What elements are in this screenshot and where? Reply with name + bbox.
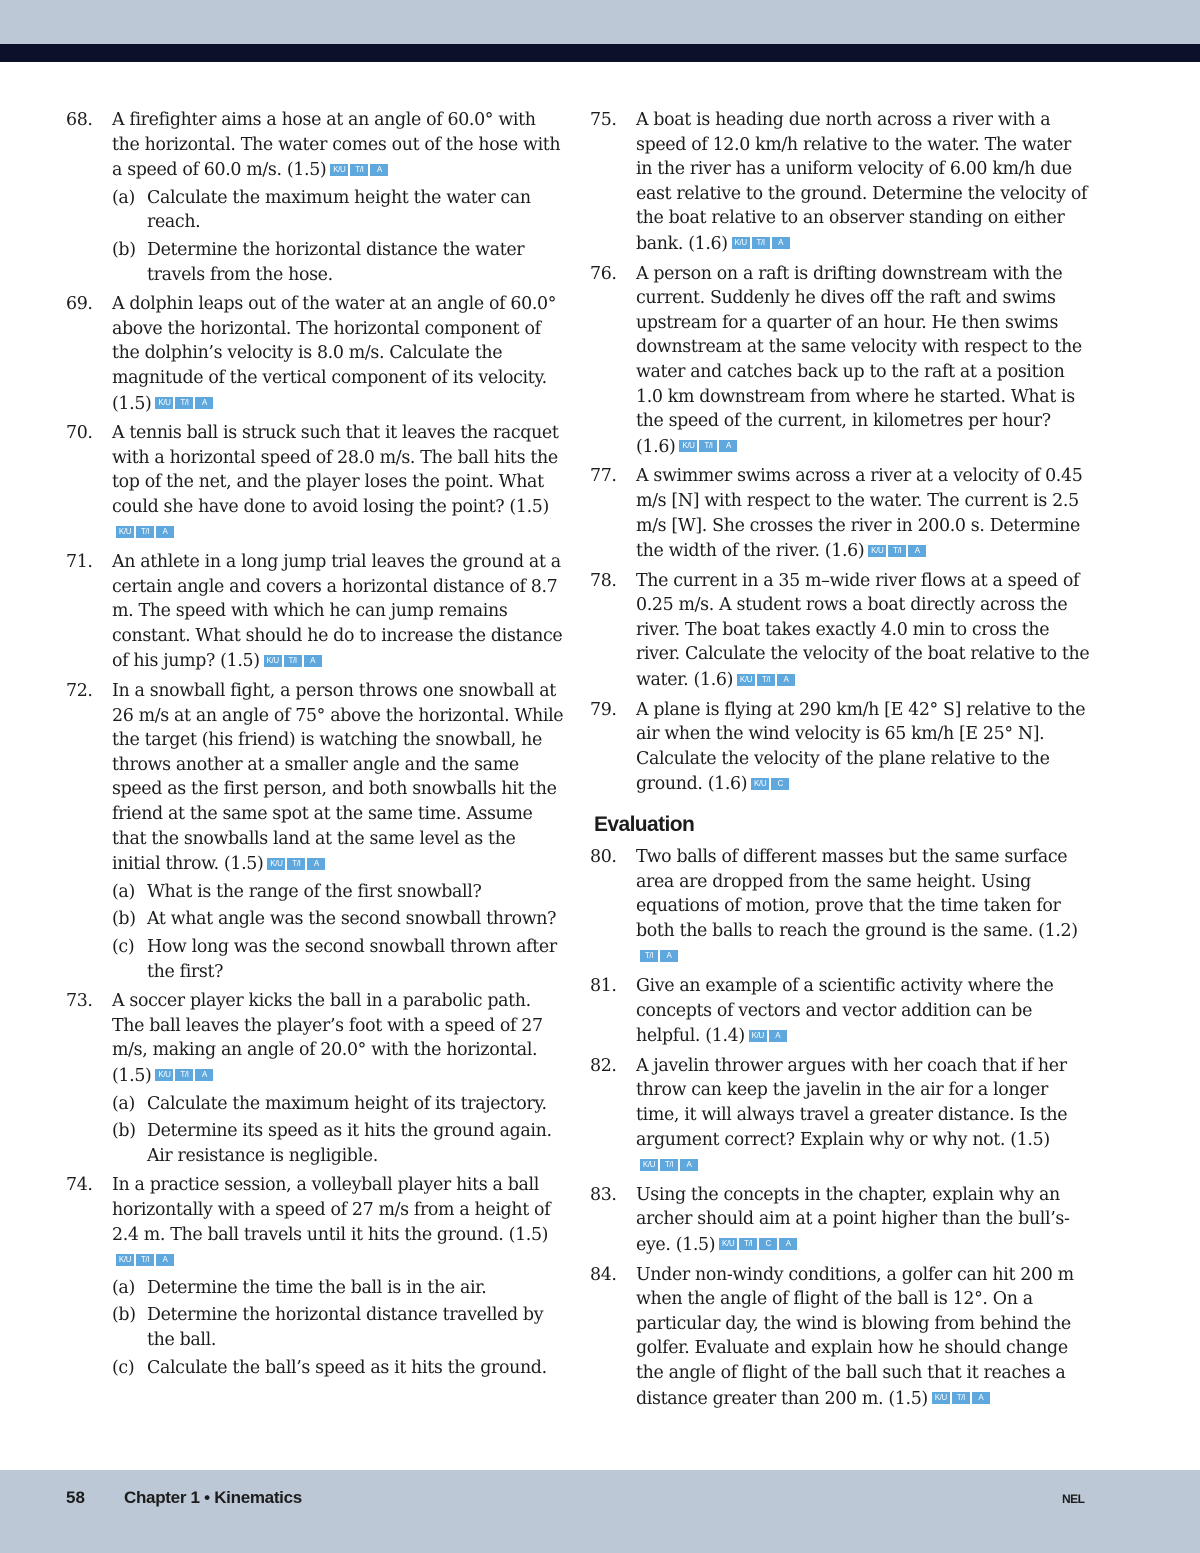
question-item: [66, 550, 566, 674]
question-text: A soccer player kicks the ball in a parabolic path. The ball leaves the player’s foot with a speed of 27 m/s, making an angle of 20.0° with the horizontal. (1.5): [112, 991, 543, 1086]
question-number: 78.: [590, 570, 617, 591]
achievement-tags: [932, 1386, 992, 1411]
achievement-tags: [267, 851, 327, 876]
achievement-tag: T/I: [752, 237, 770, 249]
question-part: [112, 1303, 566, 1352]
achievement-tag: T/I: [175, 1069, 193, 1081]
part-text: Calculate the ball’s speed as it hits the ground.: [147, 1357, 547, 1378]
achievement-tag: A: [156, 526, 174, 538]
question-text: A boat is heading due north across a river with a speed of 12.0 km/h relative to the water. The water in the river has a uniform velocity of 6.00 km/h due east relative to the ground. Determine the velocity of the boat relative to an observer standing on either bank. (1.6): [636, 110, 1088, 254]
left-column: [66, 108, 566, 1385]
question-part: [112, 238, 566, 287]
question-number: 70.: [66, 423, 93, 444]
achievement-tag: K/U: [640, 1159, 658, 1171]
part-label: (a): [112, 1093, 135, 1114]
question-part: [112, 1356, 566, 1381]
achievement-tags: [330, 157, 390, 182]
achievement-tag: T/I: [136, 526, 154, 538]
achievement-tag: K/U: [116, 1254, 134, 1266]
question-number: 69.: [66, 294, 93, 315]
achievement-tag: T/I: [757, 674, 775, 686]
achievement-tag: A: [772, 237, 790, 249]
question-number: 82.: [590, 1055, 617, 1076]
part-label: (b): [112, 1121, 136, 1142]
achievement-tag: A: [304, 655, 322, 667]
part-label: (a): [112, 1277, 135, 1298]
achievement-tag: T/I: [888, 545, 906, 557]
achievement-tags: [640, 1152, 700, 1177]
achievement-tags: [749, 1023, 789, 1048]
achievement-tag: K/U: [732, 237, 750, 249]
chapter-title: Chapter 1 • Kinematics: [124, 1488, 302, 1507]
achievement-tag: K/U: [751, 778, 769, 790]
achievement-tag: T/I: [136, 1254, 154, 1266]
achievement-tag: K/U: [679, 440, 697, 452]
achievement-tags: [751, 771, 791, 796]
achievement-tags: [116, 520, 176, 545]
question-part: [112, 1276, 566, 1301]
publisher-mark: NEL: [1062, 1492, 1085, 1506]
question-item: [66, 1173, 566, 1380]
achievement-tag: A: [307, 858, 325, 870]
achievement-tag: A: [769, 1030, 787, 1042]
achievement-tag: A: [680, 1159, 698, 1171]
question-number: 81.: [590, 976, 617, 996]
question-number: 72.: [66, 681, 93, 702]
achievement-tag: K/U: [267, 858, 285, 870]
question-part: [112, 1119, 566, 1168]
part-label: (b): [112, 1305, 136, 1326]
achievement-tag: A: [195, 397, 213, 409]
question-part: [112, 907, 566, 932]
question-text: In a snowball fight, a person throws one snowball at 26 m/s at an angle of 75° above the horizontal. While the target (his friend) is watching the snowball, he throws another at a smaller angle and the same speed as the first person, and both snowballs hit the friend at the same spot at the same time. Assume that the snowballs land at the same level as the initial throw. (1.5): [112, 681, 564, 875]
question-item: [590, 974, 1092, 1049]
achievement-tag: A: [370, 164, 388, 176]
achievement-tag: T/I: [640, 950, 658, 962]
question-text: In a practice session, a volleyball player hits a ball horizontally with a speed of 27 m/s from a height of 2.4 m. The ball travels until it hits the ground. (1.5): [112, 1175, 551, 1245]
question-item: [66, 108, 566, 287]
achievement-tag: K/U: [155, 1069, 173, 1081]
page-footer: [0, 1486, 1200, 1512]
achievement-tag: K/U: [116, 526, 134, 538]
achievement-tags: [264, 648, 324, 673]
part-text: At what angle was the second snowball thrown?: [147, 909, 557, 930]
question-item: [66, 292, 566, 416]
question-text: Give an example of a scientific activity where the concepts of vectors and vector addition can be helpful. (1.4): [636, 976, 1054, 1047]
achievement-tag: T/I: [175, 397, 193, 409]
achievement-tag: T/I: [284, 655, 302, 667]
achievement-tag: K/U: [719, 1238, 737, 1250]
part-label: (c): [112, 1357, 135, 1378]
achievement-tag: C: [771, 778, 789, 790]
part-label: (a): [112, 187, 135, 208]
question-item: [66, 989, 566, 1168]
part-text: Calculate the maximum height the water can reach.: [147, 187, 531, 233]
question-number: 80.: [590, 847, 617, 868]
achievement-tags: [732, 231, 792, 256]
question-number: 68.: [66, 110, 93, 130]
part-text: Calculate the maximum height of its trajectory.: [147, 1093, 547, 1114]
question-text: The current in a 35 m–wide river flows at a speed of 0.25 m/s. A student rows a boat directly across the river. The boat takes exactly 4.0 min to cross the river. Calculate the velocity of the boat relative to the water. (1.6): [636, 570, 1090, 691]
question-text: A dolphin leaps out of the water at an angle of 60.0° above the horizontal. The horizontal component of the dolphin’s velocity is 8.0 m/s. Calculate the magnitude of the vertical component of its velocity. (1.5): [112, 294, 557, 414]
achievement-tag: T/I: [287, 858, 305, 870]
achievement-tags: [679, 434, 739, 459]
question-item: [590, 1054, 1092, 1178]
achievement-tag: A: [972, 1392, 990, 1404]
question-number: 76.: [590, 263, 617, 284]
question-text: A javelin thrower argues with her coach that if her throw can keep the javelin in the air for a longer time, it will always travel a greater distance. Is the argument correct? Explain why or why not. (1.5): [636, 1055, 1068, 1150]
evaluation-question-list: [590, 845, 1092, 1411]
achievement-tag: K/U: [868, 545, 886, 557]
question-text: Under non-windy conditions, a golfer can hit 200 m when the angle of flight of the ball is 12°. On a particular day, the wind is blowing from behind the golfer. Evaluate and explain how he should change the angle of flight of the ball such that it reaches a distance greater than 200 m. (1.5): [636, 1264, 1074, 1409]
question-text: An athlete in a long jump trial leaves the ground at a certain angle and covers a horizontal distance of 8.7 m. The speed with which he can jump remains constant. What should he do to increase the distance of his jump? (1.5): [112, 552, 563, 672]
achievement-tag: A: [908, 545, 926, 557]
question-number: 73.: [66, 991, 93, 1012]
question-text: A firefighter aims a hose at an angle of 60.0° with the horizontal. The water comes out of the hose with a speed of 60.0 m/s. (1.5): [112, 110, 561, 181]
achievement-tag: T/I: [739, 1238, 757, 1250]
right-column: [590, 108, 1092, 1416]
achievement-tag: T/I: [699, 440, 717, 452]
question-item: [590, 1263, 1092, 1412]
achievement-tags: [737, 667, 797, 692]
question-text: Using the concepts in the chapter, explain why an archer should aim at a point higher than the bull’s-eye. (1.5): [636, 1184, 1070, 1255]
question-number: 84.: [590, 1264, 617, 1285]
achievement-tag: A: [779, 1238, 797, 1250]
achievement-tag: A: [777, 674, 795, 686]
achievement-tag: T/I: [660, 1159, 678, 1171]
question-item: [66, 679, 566, 984]
question-number: 74.: [66, 1175, 93, 1196]
header-rule: [0, 44, 1200, 62]
part-text: How long was the second snowball thrown after the first?: [147, 937, 557, 982]
question-item: [66, 421, 566, 545]
question-item: [590, 262, 1092, 460]
page-number: 58: [66, 1488, 85, 1507]
part-label: (b): [112, 239, 136, 260]
header-band: [0, 0, 1200, 44]
achievement-tags: [868, 538, 928, 563]
question-number: 77.: [590, 466, 617, 487]
question-number: 75.: [590, 110, 617, 130]
question-text: A tennis ball is struck such that it leaves the racquet with a horizontal speed of 28.0 m/s. The ball hits the top of the net, and the player loses the point. What could she have done to avoid losing the point? (1.5): [112, 423, 559, 517]
question-item: [590, 1183, 1092, 1258]
right-question-list: [590, 108, 1092, 797]
question-text: A plane is flying at 290 km/h [E 42° S] relative to the air when the wind velocity is 65 km/h [E 25° N]. Calculate the velocity of the plane relative to the ground. (1.6): [636, 699, 1086, 795]
achievement-tag: K/U: [330, 164, 348, 176]
part-label: (a): [112, 881, 135, 902]
question-item: [590, 845, 1092, 969]
part-label: (b): [112, 909, 136, 930]
question-item: [590, 464, 1092, 563]
achievement-tags: [116, 1247, 176, 1272]
achievement-tag: A: [719, 440, 737, 452]
question-item: [590, 108, 1092, 257]
achievement-tag: K/U: [264, 655, 282, 667]
achievement-tags: [640, 943, 680, 968]
question-part: [112, 935, 566, 984]
question-text: A swimmer swims across a river at a velocity of 0.45 m/s [N] with respect to the water. The current is 2.5 m/s [W]. She crosses the river in 200.0 s. Determine the width of the river. (1.6): [636, 466, 1083, 562]
question-number: 79.: [590, 699, 617, 720]
achievement-tag: T/I: [350, 164, 368, 176]
achievement-tags: [155, 1063, 215, 1088]
achievement-tag: A: [660, 950, 678, 962]
section-heading-evaluation: Evaluation: [594, 813, 695, 837]
part-text: Determine the time the ball is in the air.: [147, 1277, 487, 1298]
question-text: A person on a raft is drifting downstream with the current. Suddenly he dives off the raft and swims upstream for a quarter of an hour. He then swims downstream at the same velocity with respect to the water and catches back up to the raft at a position 1.0 km downstream from where he started. What is the speed of the current, in kilometres per hour? (1.6): [636, 263, 1082, 457]
achievement-tag: K/U: [737, 674, 755, 686]
part-label: (c): [112, 937, 135, 957]
question-part: [112, 1092, 566, 1117]
achievement-tag: A: [195, 1069, 213, 1081]
achievement-tag: T/I: [952, 1392, 970, 1404]
question-item: [590, 698, 1092, 797]
question-text: Two balls of different masses but the same surface area are dropped from the same height. Using equations of motion, prove that the time taken for both the balls to reach the ground is the same. (1.2): [636, 847, 1078, 941]
achievement-tag: A: [156, 1254, 174, 1266]
achievement-tags: [719, 1232, 799, 1257]
question-part: [112, 880, 566, 905]
question-item: [590, 569, 1092, 693]
achievement-tag: K/U: [155, 397, 173, 409]
achievement-tag: K/U: [749, 1030, 767, 1042]
achievement-tag: C: [759, 1238, 777, 1250]
question-part: [112, 186, 566, 235]
part-text: What is the range of the first snowball?: [147, 881, 482, 902]
part-text: Determine its speed as it hits the ground again. Air resistance is negligible.: [147, 1121, 552, 1166]
question-number: 83.: [590, 1184, 617, 1205]
part-text: Determine the horizontal distance travelled by the ball.: [147, 1305, 544, 1350]
question-number: 71.: [66, 552, 93, 573]
part-text: Determine the horizontal distance the water travels from the hose.: [147, 239, 525, 285]
achievement-tags: [155, 391, 215, 416]
achievement-tag: K/U: [932, 1392, 950, 1404]
